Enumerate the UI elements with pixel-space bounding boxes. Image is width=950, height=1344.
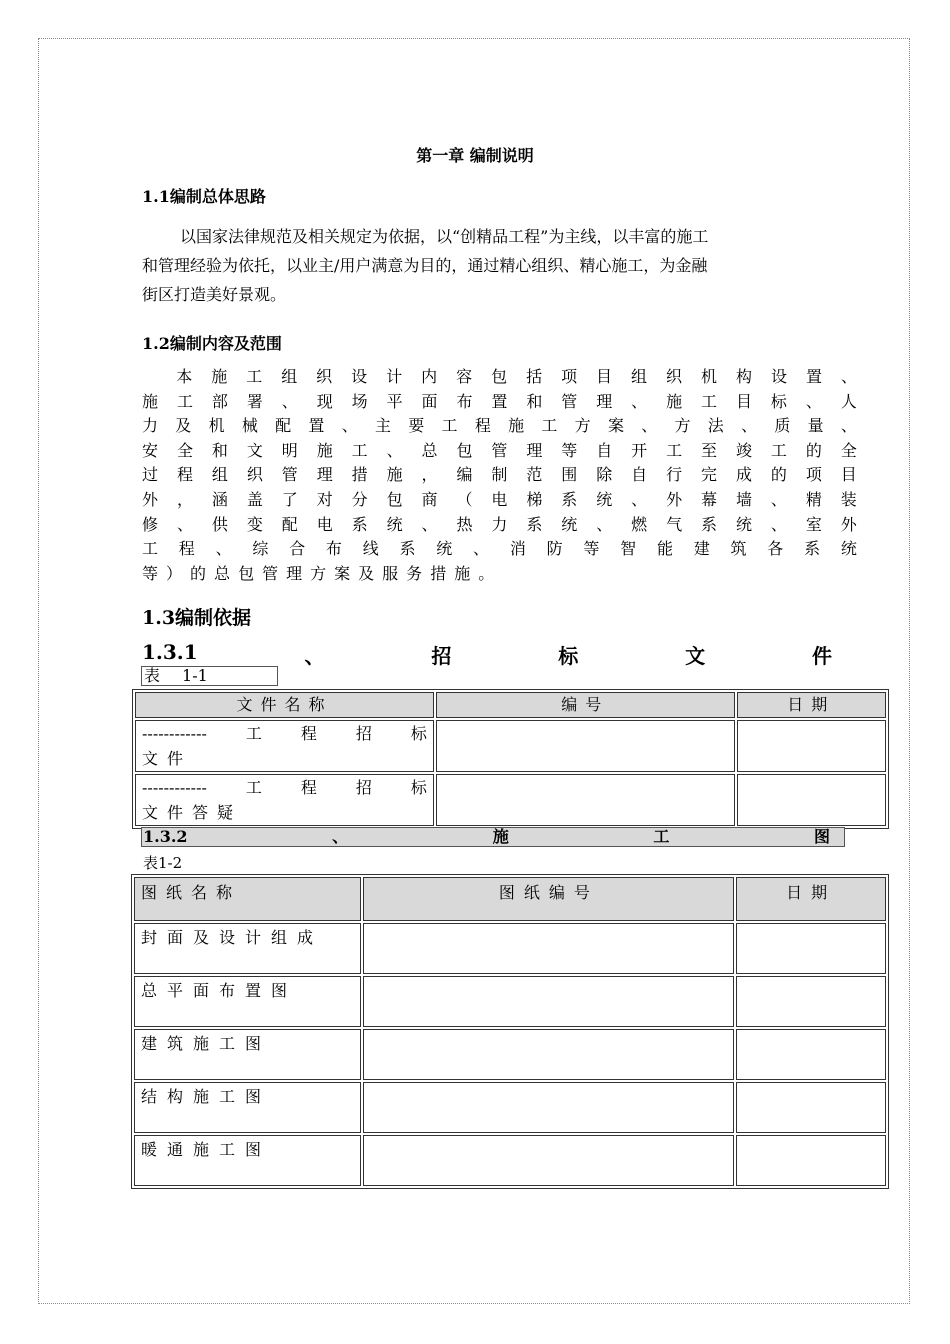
table-row xyxy=(134,1082,886,1133)
heading-part: 施 xyxy=(492,827,509,846)
header-code: 编号 xyxy=(436,692,735,718)
table-row xyxy=(134,1029,886,1080)
cell-date xyxy=(737,720,886,772)
heading-part: 招 xyxy=(431,644,452,668)
cell-date xyxy=(736,923,886,974)
table-header-row xyxy=(135,692,886,718)
cell-drawing-code xyxy=(363,1082,734,1133)
cell-date xyxy=(736,1135,886,1186)
heading-part: 标 xyxy=(558,644,579,668)
cell-date xyxy=(736,976,886,1027)
heading-part: ------------ xyxy=(142,778,207,797)
heading-part: ------------ xyxy=(142,724,207,743)
heading-part: 程 xyxy=(300,724,317,743)
paragraph-line: 工 程 、 综 合 布 线 系 统 、 消 防 等 智 能 建 筑 各 系 统 xyxy=(142,539,857,559)
paragraph-line: 以国家法律规范及相关规定为依据，以“创精品工程”为主线，以丰富的施工 xyxy=(180,227,709,246)
heading-part: 、 xyxy=(304,644,325,668)
paragraph-line: 等 ） 的 总 包 管 理 方 案 及 服 务 措 施 。 xyxy=(142,563,495,583)
heading-part: 图 xyxy=(813,827,830,846)
cell-drawing-name: 封面及设计组成 xyxy=(134,923,361,974)
paragraph-line: 过 程 组 织 管 理 措 施 ， 编 制 范 围 除 自 行 完 成 的 项 目 xyxy=(142,465,857,485)
subsection-1-3-2-heading xyxy=(141,827,845,847)
table-row xyxy=(134,976,886,1027)
heading-part: 工 xyxy=(653,827,670,846)
table-row xyxy=(135,774,886,826)
table-row xyxy=(134,923,886,974)
paragraph-line: 修 、 供 变 配 电 系 统 、 热 力 系 统 、 燃 气 系 统 、 室 外 xyxy=(142,514,857,534)
table-1-2-caption: 表1-2 xyxy=(143,854,183,872)
cell-drawing-code xyxy=(363,1029,734,1080)
caption-number: 1-1 xyxy=(182,666,208,685)
cell-file-name xyxy=(135,774,434,826)
subsection-1-3-1-heading xyxy=(142,640,832,669)
paragraph-line: 街区打造美好景观。 xyxy=(142,285,287,304)
cell-drawing-name: 结构施工图 xyxy=(134,1082,361,1133)
cell-drawing-code xyxy=(363,1135,734,1186)
cell-drawing-code xyxy=(363,923,734,974)
heading-part: 件 xyxy=(811,644,832,668)
cell-date xyxy=(736,1029,886,1080)
heading-part: 文 xyxy=(685,644,706,668)
table-1-1 xyxy=(132,689,889,829)
cell-drawing-name: 暖通施工图 xyxy=(134,1135,361,1186)
paragraph-line: 和管理经验为依托，以业主/用户满意为目的，通过精心组织、精心施工，为金融 xyxy=(142,256,708,275)
section-1-1-body xyxy=(142,222,847,309)
heading-part: 程 xyxy=(300,778,317,797)
cell-file-name xyxy=(135,720,434,772)
table-1-1-caption xyxy=(141,666,278,686)
heading-part: 招 xyxy=(355,778,372,797)
chapter-title: 第一章 编制说明 xyxy=(416,146,534,165)
heading-part: 1.3.1 xyxy=(142,640,198,664)
file-name-line: 文件答疑 xyxy=(142,803,243,822)
header-date: 日期 xyxy=(737,692,886,718)
section-1-2-heading: 1.2编制内容及范围 xyxy=(142,334,282,353)
cell-code xyxy=(436,720,735,772)
file-name-line: 文件 xyxy=(142,749,193,768)
file-name-line xyxy=(142,775,427,800)
heading-part: 工 xyxy=(245,778,262,797)
cell-code xyxy=(436,774,735,826)
paragraph-line: 力 及 机 械 配 置 、 主 要 工 程 施 工 方 案 、 方 法 、 质 量 、 xyxy=(142,416,857,436)
paragraph-line: 本 施 工 组 织 设 计 内 容 包 括 项 目 组 织 机 构 设 置 、 xyxy=(176,367,857,386)
paragraph-line: 施 工 部 署 、 现 场 平 面 布 置 和 管 理 、 施 工 目 标 、 人 xyxy=(142,391,857,411)
heading-part: 、 xyxy=(332,827,349,846)
heading-part: 工 xyxy=(245,724,262,743)
caption-label: 表 xyxy=(144,666,161,685)
header-date: 日期 xyxy=(736,877,886,921)
cell-date xyxy=(737,774,886,826)
heading-part: 招 xyxy=(355,724,372,743)
paragraph-line: 安 全 和 文 明 施 工 、 总 包 管 理 等 自 开 工 至 竣 工 的 全 xyxy=(142,440,857,460)
table-row xyxy=(134,1135,886,1186)
heading-part: 标 xyxy=(410,724,427,743)
section-1-2-body xyxy=(142,365,857,586)
section-1-1-heading: 1.1编制总体思路 xyxy=(142,187,266,206)
heading-part: 1.3.2 xyxy=(143,827,188,846)
header-drawing-code: 图纸编号 xyxy=(363,877,734,921)
heading-part: 标 xyxy=(410,778,427,797)
table-1-2 xyxy=(131,874,889,1189)
cell-drawing-name: 总平面布置图 xyxy=(134,976,361,1027)
header-file-name: 文件名称 xyxy=(135,692,434,718)
paragraph-line: 外 ， 涵 盖 了 对 分 包 商 （ 电 梯 系 统 、 外 幕 墙 、 精 装 xyxy=(142,489,857,509)
cell-drawing-name: 建筑施工图 xyxy=(134,1029,361,1080)
table-row xyxy=(135,720,886,772)
table-header-row xyxy=(134,877,886,921)
header-drawing-name: 图纸名称 xyxy=(134,877,361,921)
section-1-3-heading: 1.3编制依据 xyxy=(142,607,252,629)
file-name-line xyxy=(142,721,427,746)
cell-date xyxy=(736,1082,886,1133)
cell-drawing-code xyxy=(363,976,734,1027)
